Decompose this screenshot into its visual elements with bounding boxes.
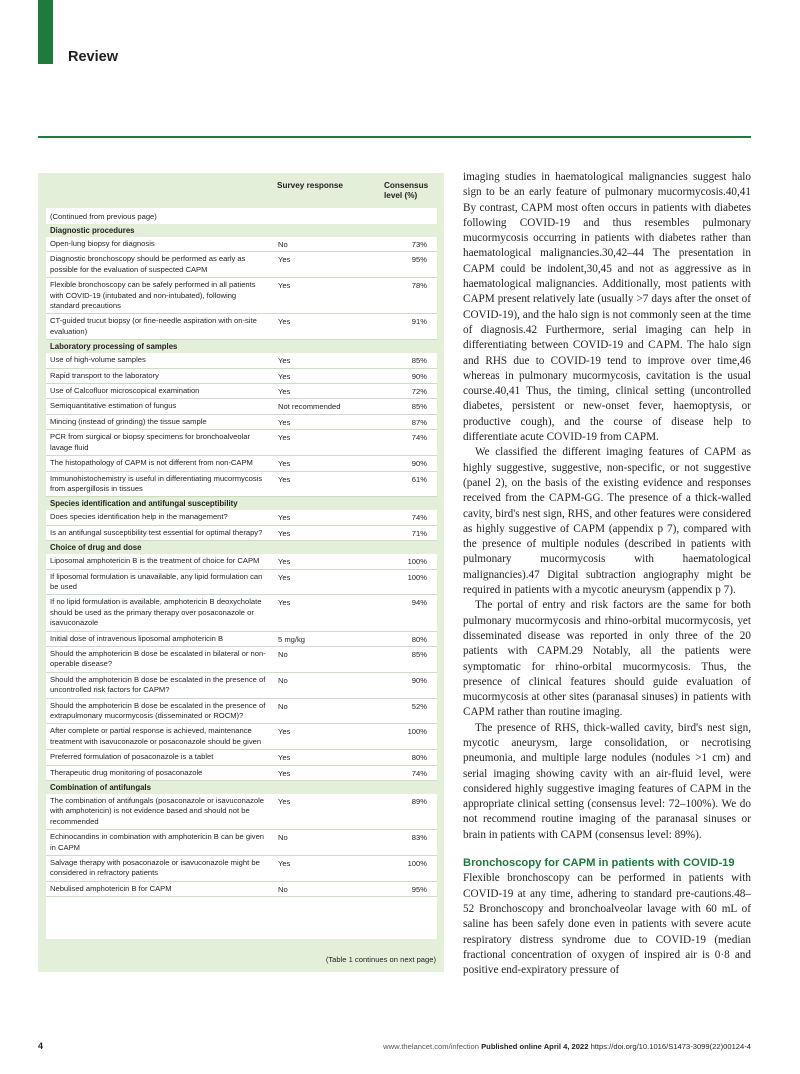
table-category-row: Combination of antifungals bbox=[46, 781, 437, 794]
row-item: Rapid transport to the laboratory bbox=[50, 370, 159, 380]
row-consensus-level: 94% bbox=[411, 598, 427, 608]
row-consensus-level: 85% bbox=[411, 402, 427, 412]
table-row bbox=[46, 724, 437, 750]
table-continues-note: (Table 1 continues on next page) bbox=[325, 955, 436, 964]
table-row bbox=[46, 554, 437, 569]
footer-doi[interactable]: https://doi.org/10.1016/S1473-3099(22)00124-4 bbox=[590, 1042, 751, 1051]
table-row bbox=[46, 415, 437, 430]
row-consensus-level: 95% bbox=[411, 255, 427, 265]
row-survey-response: Yes bbox=[278, 572, 291, 582]
table-row bbox=[46, 882, 437, 897]
row-survey-response: Yes bbox=[278, 859, 291, 869]
row-survey-response: Not recommended bbox=[278, 402, 341, 412]
row-consensus-level: 100% bbox=[407, 557, 427, 567]
row-item: Is an antifungal susceptibility test essential for optimal therapy? bbox=[50, 527, 263, 537]
row-item: PCR from surgical or biopsy specimens for bronchoalveolar lavage fluid bbox=[50, 432, 251, 452]
header-rule bbox=[38, 136, 751, 138]
row-item: CT-guided trucut biopsy (or fine-needle aspiration with on-site evaluation) bbox=[50, 316, 257, 336]
row-consensus-level: 83% bbox=[411, 833, 427, 843]
row-survey-response: Yes bbox=[278, 317, 291, 327]
row-item: After complete or partial response is achieved, maintenance treatment with isavuconazole or posaconazole should be given bbox=[50, 726, 262, 746]
row-item: Flexible bronchoscopy can be safely performed in all patients with COVID-19 (intubated and non-intubated), following standard precautions bbox=[50, 280, 256, 311]
row-consensus-level: 85% bbox=[411, 649, 427, 659]
row-item: Should the amphotericin B dose be escalated in the presence of uncontrolled risk factors for CAPM? bbox=[50, 674, 266, 695]
table-row bbox=[46, 353, 437, 368]
row-consensus-level: 90% bbox=[411, 675, 427, 685]
row-item: Liposomal amphotericin B is the treatment of choice for CAPM bbox=[50, 556, 260, 566]
table-row bbox=[46, 237, 437, 252]
row-consensus-level: 90% bbox=[411, 371, 427, 381]
table-row bbox=[46, 699, 437, 725]
row-consensus-level: 100% bbox=[407, 572, 427, 582]
row-survey-response: Yes bbox=[278, 356, 291, 366]
row-survey-response: No bbox=[278, 649, 288, 659]
body-paragraph: The portal of entry and risk factors are the same for both pulmonary mucormycosis and rhino-orbital mucormycosis, yet disseminated disease was reported in only three of the 20 patients with CAPM.29 Notably, all the patients were symptomatic for rhino-orbital mucormycosis. Thus, the presence of clinical features should guide evaluation of mucormycosis at other sites (paranasal sinuses) in patients with CAPM rather than routine imaging. bbox=[463, 599, 751, 719]
row-item: If liposomal formulation is unavailable, any lipid formulation can be used bbox=[50, 571, 263, 591]
row-survey-response: Yes bbox=[278, 371, 291, 381]
body-text-column bbox=[463, 170, 751, 978]
table-row bbox=[46, 526, 437, 541]
row-survey-response: Yes bbox=[278, 387, 291, 397]
row-consensus-level: 73% bbox=[411, 240, 427, 249]
row-survey-response: Yes bbox=[278, 417, 291, 427]
table-row bbox=[46, 278, 437, 314]
row-item: Therapeutic drug monitoring of posaconazole bbox=[50, 767, 203, 777]
table-row bbox=[46, 472, 437, 498]
table-row bbox=[46, 430, 437, 456]
body-paragraph: We classified the different imaging features of CAPM as highly suggestive, suggestive, non-specific, or not suggestive (panel 2), on the basis of the existing evidence and responses received from the CAPM-GG. The presence of a thick-walled cavity, bird's nest sign, RHS, and other features were considered as highly suggestive of CAPM (appendix p 7), compared with the presence of multiple nodules (described in patients with pulmonary mucormycosis with haematological malignancies).47 Digital subtraction angiography might be required in patients with a mycotic aneurysm (appendix p 7). bbox=[463, 446, 751, 597]
row-consensus-level: 95% bbox=[411, 884, 427, 894]
row-item: Mincing (instead of grinding) the tissue sample bbox=[50, 416, 207, 426]
row-consensus-level: 100% bbox=[407, 727, 427, 737]
row-consensus-level: 100% bbox=[407, 859, 427, 869]
row-survey-response: Yes bbox=[278, 474, 291, 484]
row-survey-response: Yes bbox=[278, 557, 291, 567]
table-row bbox=[46, 384, 437, 399]
table-row bbox=[46, 510, 437, 525]
row-consensus-level: 52% bbox=[411, 701, 427, 711]
row-item: Initial dose of intravenous liposomal amphotericin B bbox=[50, 633, 224, 643]
column-header-survey: Survey response bbox=[277, 181, 343, 190]
section-subheading: Bronchoscopy for CAPM in patients with COVID-19 bbox=[463, 857, 735, 870]
row-consensus-level: 91% bbox=[411, 317, 427, 327]
row-consensus-level: 72% bbox=[411, 387, 427, 397]
table-row bbox=[46, 252, 437, 278]
row-item: Preferred formulation of posaconazole is a tablet bbox=[50, 752, 214, 762]
row-item: Use of Calcofluor microscopical examination bbox=[50, 386, 200, 396]
row-item: Should the amphotericin B dose be escalated in the presence of extrapulmonary mucormycosis (disseminated or ROCM)? bbox=[50, 700, 266, 720]
table-row bbox=[46, 856, 437, 882]
table-row bbox=[46, 456, 437, 471]
row-survey-response: Yes bbox=[278, 433, 291, 443]
row-survey-response: Yes bbox=[278, 768, 291, 778]
row-consensus-level: 71% bbox=[411, 528, 427, 538]
row-consensus-level: 74% bbox=[411, 513, 427, 523]
continued-note: (Continued from previous page) bbox=[50, 212, 157, 221]
row-consensus-level: 87% bbox=[411, 417, 427, 427]
row-item: Open-lung biopsy for diagnosis bbox=[50, 239, 155, 248]
row-survey-response: Yes bbox=[278, 528, 291, 538]
table-category-row: Species identification and antifungal susceptibility bbox=[46, 497, 437, 510]
row-consensus-level: 74% bbox=[411, 768, 427, 778]
row-item: Salvage therapy with posaconazole or isavuconazole might be considered in refractory patients bbox=[50, 858, 260, 878]
table-category-row: Choice of drug and dose bbox=[46, 541, 437, 554]
table-row bbox=[46, 673, 437, 699]
row-consensus-level: 80% bbox=[411, 753, 427, 763]
table-row bbox=[46, 794, 437, 830]
row-item: Should the amphotericin B dose be escalated in bilateral or non-operable disease? bbox=[50, 648, 266, 669]
row-survey-response: Yes bbox=[278, 459, 291, 469]
row-survey-response: No bbox=[278, 240, 288, 249]
row-survey-response: Yes bbox=[278, 513, 291, 523]
row-item: If no lipid formulation is available, amphotericin B deoxycholate should be used as the primary therapy over posaconazole or isavuconazole bbox=[50, 597, 262, 628]
column-header-consensus: Consensus level (%) bbox=[384, 181, 429, 200]
body-paragraph: The presence of RHS, thick-walled cavity, bird's nest sign, mycotic aneurysm, large consolidation, or necrotising pneumonia, and multiple large nodules (nodules >1 cm) and serial imaging showing cavity with an air-fluid level, were considered highly suggestive imaging features of CAPM in the appropriate clinical setting (consensus level: 72–100%). We do not recommend routine imaging of the paranasal sinuses or brain in patients with CAPM (consensus level: 89%). bbox=[463, 721, 751, 841]
row-consensus-level: 85% bbox=[411, 356, 427, 366]
row-consensus-level: 78% bbox=[411, 281, 427, 291]
page-number: 4 bbox=[38, 1041, 44, 1051]
row-item: Diagnostic bronchoscopy should be performed as early as possible for the evaluation of suspected CAPM bbox=[50, 254, 246, 274]
section-label: Review bbox=[68, 49, 118, 65]
row-survey-response: No bbox=[278, 675, 288, 685]
table-row bbox=[46, 632, 437, 647]
row-survey-response: Yes bbox=[278, 598, 291, 608]
table-category-row: Laboratory processing of samples bbox=[46, 340, 437, 353]
table-row bbox=[46, 595, 437, 631]
footer-url[interactable]: www.thelancet.com/infection bbox=[383, 1042, 479, 1051]
table-header bbox=[38, 173, 444, 208]
row-survey-response: Yes bbox=[278, 753, 291, 763]
table-row bbox=[46, 830, 437, 856]
table-row bbox=[46, 369, 437, 384]
table-rows bbox=[46, 208, 437, 897]
row-item: Semiquantitative estimation of fungus bbox=[50, 401, 177, 411]
table-row bbox=[46, 750, 437, 765]
row-item: Use of high-volume samples bbox=[50, 355, 146, 365]
row-survey-response: No bbox=[278, 701, 288, 711]
table-category-row: Diagnostic procedures bbox=[46, 224, 437, 237]
table-row bbox=[46, 399, 437, 414]
row-consensus-level: 89% bbox=[411, 797, 427, 807]
row-item: Echinocandins in combination with amphotericin B can be given in CAPM bbox=[50, 832, 265, 852]
row-consensus-level: 80% bbox=[411, 634, 427, 644]
page-footer bbox=[383, 1042, 751, 1051]
row-item: Nebulised amphotericin B for CAPM bbox=[50, 883, 172, 893]
row-survey-response: Yes bbox=[278, 727, 291, 737]
row-item: Immunohistochemistry is useful in differentiating mucormycosis from aspergillosis in tissues bbox=[50, 473, 263, 493]
row-consensus-level: 61% bbox=[411, 474, 427, 484]
body-paragraph: Flexible bronchoscopy can be performed in patients with COVID-19 at any time, adhering to standard pre-cautions.48–52 Bronchoscopy and bronchoalveolar lavage with 60 mL of saline has been safely done even in patients with severe acute respiratory distress syndrome due to COVID-19 (median fractional concentration of oxygen of inspired air is 0·8 and positive end-expiratory pressure of bbox=[463, 872, 751, 977]
row-consensus-level: 74% bbox=[411, 433, 427, 443]
body-paragraph: imaging studies in haematological malignancies suggest halo sign to be an early feature of pulmonary mucormycosis.40,41 By contrast, CAPM most often occurs in patients with diabetes following COVID-19 and thus resembles pulmonary mucormycosis occurring in patients with diabetes rather than haematological malignancies.30,42–44 The presentation in CAPM could be indolent,30,45 and not as aggressive as in haematological malignancies. Additionally, most patients with CAPM present relatively late (usually >7 days after the onset of COVID-19), and the halo sign is not commonly seen at the time of diagnosis.42 Furthermore, serial imaging can help in differentiating between COVID-19 and CAPM. The halo sign and RHS due to COVID-19 tend to improve over time,46 whereas in pulmonary mucormycosis, cavitation is the usual course.40,41 Thus, the timing, clinical setting (uncontrolled diabetes, persistent or new-onset fever, haemoptysis, or productive cough), and the course of disease help to differentiate acute COVID-19 from CAPM. bbox=[463, 171, 751, 444]
row-item: The histopathology of CAPM is not different from non-CAPM bbox=[50, 458, 253, 468]
row-consensus-level: 90% bbox=[411, 459, 427, 469]
table-row bbox=[46, 647, 437, 673]
header-accent-bar bbox=[38, 0, 53, 64]
footer-published: Published online April 4, 2022 bbox=[481, 1042, 589, 1051]
row-survey-response: 5 mg/kg bbox=[278, 634, 306, 644]
table-body bbox=[46, 208, 437, 939]
row-survey-response: Yes bbox=[278, 281, 291, 291]
row-item: The combination of antifungals (posaconazole or isavuconazole with amphotericin) is not evidence based and should not be recommended bbox=[50, 796, 265, 826]
table-row bbox=[46, 766, 437, 781]
table-panel bbox=[38, 173, 444, 972]
row-survey-response: No bbox=[278, 833, 288, 843]
row-survey-response: Yes bbox=[278, 255, 291, 265]
row-survey-response: No bbox=[278, 884, 288, 894]
row-survey-response: Yes bbox=[278, 797, 291, 807]
table-row bbox=[46, 314, 437, 340]
row-item: Does species identification help in the management? bbox=[50, 512, 228, 522]
table-row bbox=[46, 570, 437, 596]
